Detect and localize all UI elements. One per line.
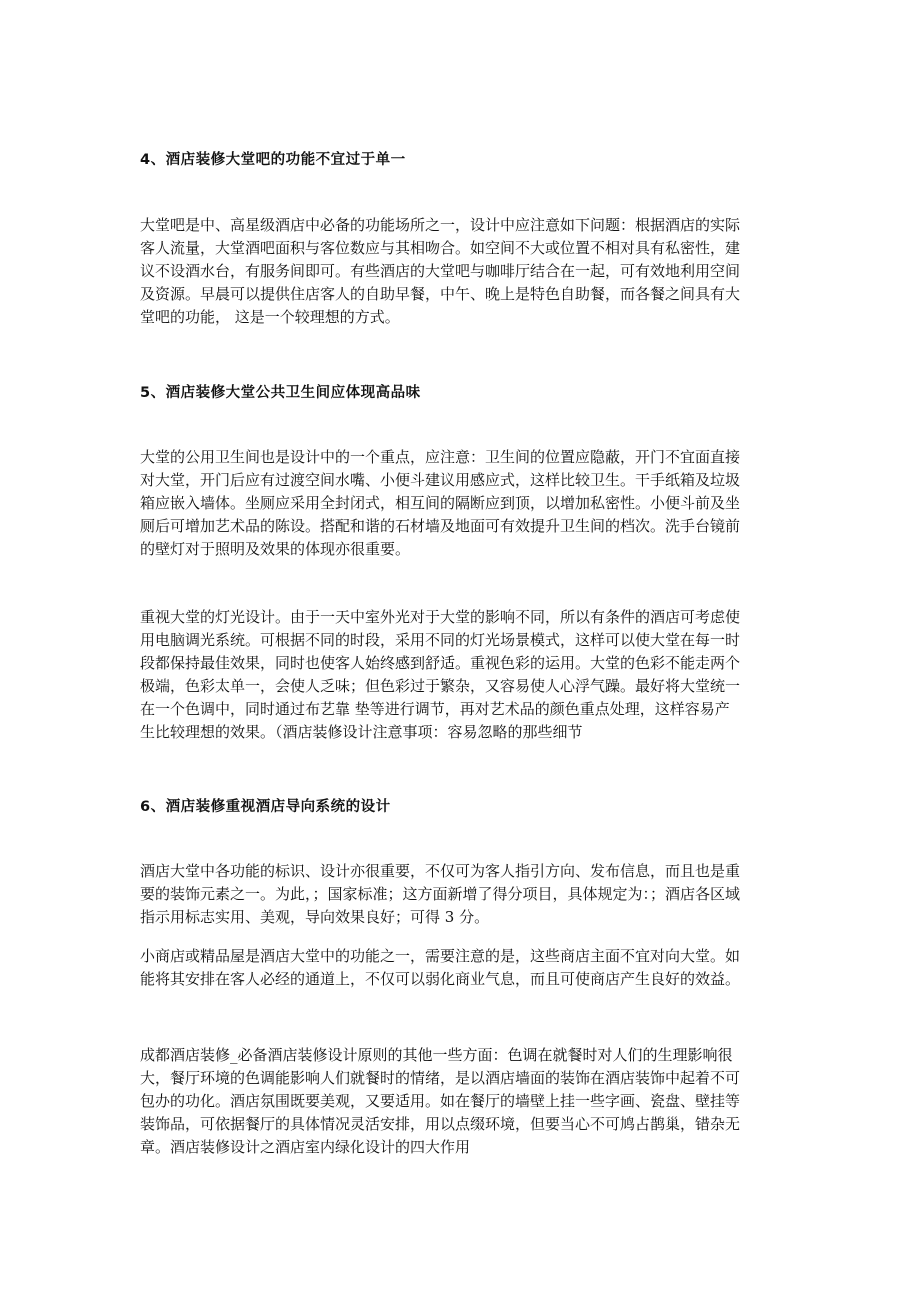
- shop-paragraph: [140, 945, 780, 991]
- paragraph-line: 用电脑调光系统。可根据不同的时段，采用不同的灯光场景模式，这样可以使大堂在每一时: [140, 631, 741, 649]
- signage-paragraph: [140, 860, 780, 929]
- section-4-paragraph: [140, 214, 780, 329]
- color-paragraph: [140, 1044, 780, 1159]
- paragraph-line: 段都保持最佳效果，同时也使客人始终感到舒适。重视色彩的运用。大堂的色彩不能走两个: [140, 654, 741, 672]
- section-6-heading: 6、酒店装修重视酒店导向系统的设计: [140, 799, 391, 815]
- section-4-heading: 4、酒店装修大堂吧的功能不宜过于单一: [140, 152, 406, 168]
- paragraph-line: 在一个色调中，同时通过布艺靠 垫等进行调节，再对艺术品的颜色重点处理，这样容易产: [140, 700, 730, 718]
- paragraph-line: 堂吧的功能， 这是一个较理想的方式。: [140, 308, 400, 326]
- paragraph-line: 指示用标志实用、美观，导向效果良好；可得 3 分。: [140, 908, 490, 926]
- paragraph-line: 包办的功化。酒店氛围既要美观，又要适用。如在餐厅的墙壁上挂一些字画、瓷盘、壁挂等: [140, 1092, 741, 1110]
- paragraph-line: 客人流量，大堂酒吧面积与客位数应与其相吻合。如空间不大或位置不相对具有私密性，建: [140, 239, 741, 257]
- paragraph-line: 酒店大堂中各功能的标识、设计亦很重要，不仅可为客人指引方向、发布信息，而且也是重: [140, 862, 741, 880]
- paragraph-line: 重视大堂的灯光设计。由于一天中室外光对于大堂的影响不同，所以有条件的酒店可考虑使: [140, 608, 741, 626]
- paragraph-line: 对大堂，开门后应有过渡空间水嘴、小便斗建议用感应式，这样比较卫生。干手纸箱及垃圾: [140, 471, 741, 489]
- paragraph-line: 大堂的公用卫生间也是设计中的一个重点，应注意：卫生间的位置应隐蔽，开门不宜面直接: [140, 448, 741, 466]
- lighting-paragraph: [140, 606, 780, 744]
- section-5-heading: 5、酒店装修大堂公共卫生间应体现高品味: [140, 385, 421, 401]
- paragraph-line: 成都酒店装修_必备酒店装修设计原则的其他一些方面：色调在就餐时对人们的生理影响很: [140, 1046, 733, 1064]
- paragraph-line: 厕后可增加艺术品的陈设。搭配和谐的石材墙及地面可有效提升卫生间的档次。洗手台镜前: [140, 517, 741, 535]
- section-5-paragraph: [140, 446, 780, 561]
- paragraph-line: 大堂吧是中、高星级酒店中必备的功能场所之一，设计中应注意如下问题：根据酒店的实际: [140, 216, 741, 234]
- paragraph-line: 及资源。早晨可以提供住店客人的自助早餐，中午、晚上是特色自助餐，而各餐之间具有大: [140, 285, 741, 303]
- paragraph-line: 生比较理想的效果。（酒店装修设计注意事项：容易忽略的那些细节: [140, 723, 583, 741]
- paragraph-line: 箱应嵌入墙体。坐厕应采用全封闭式，相互间的隔断应到顶，以增加私密性。小便斗前及坐: [140, 494, 741, 512]
- paragraph-line: 小商店或精品屋是酒店大堂中的功能之一，需要注意的是，这些商店主面不宜对向大堂。如: [140, 947, 741, 965]
- paragraph-line: 大，餐厅环境的色调能影响人们就餐时的情绪，是以酒店墙面的装饰在酒店装饰中起着不可: [140, 1069, 741, 1087]
- paragraph-line: 议不设酒水台，有服务间即可。有些酒店的大堂吧与咖啡厅结合在一起，可有效地利用空间: [140, 262, 741, 280]
- paragraph-line: 的壁灯对于照明及效果的体现亦很重要。: [140, 540, 411, 558]
- paragraph-line: 极端，色彩太单一，会使人乏味；但色彩过于繁杂，又容易使人心浮气躁。最好将大堂统一: [140, 677, 741, 695]
- paragraph-line: 装饰品，可依据餐厅的具体情况灵活安排，用以点缀环境，但要当心不可鸠占鹊巢，错杂无: [140, 1115, 741, 1133]
- paragraph-line: 能将其安排在客人必经的通道上，不仅可以弱化商业气息，而且可使商店产生良好的效益。: [140, 970, 741, 988]
- paragraph-line: 章。酒店装修设计之酒店室内绿化设计的四大作用: [140, 1138, 471, 1156]
- paragraph-line: 要的装饰元素之一。为此，；国家标准；这方面新增了得分项目，具体规定为：；酒店各区域: [140, 885, 741, 903]
